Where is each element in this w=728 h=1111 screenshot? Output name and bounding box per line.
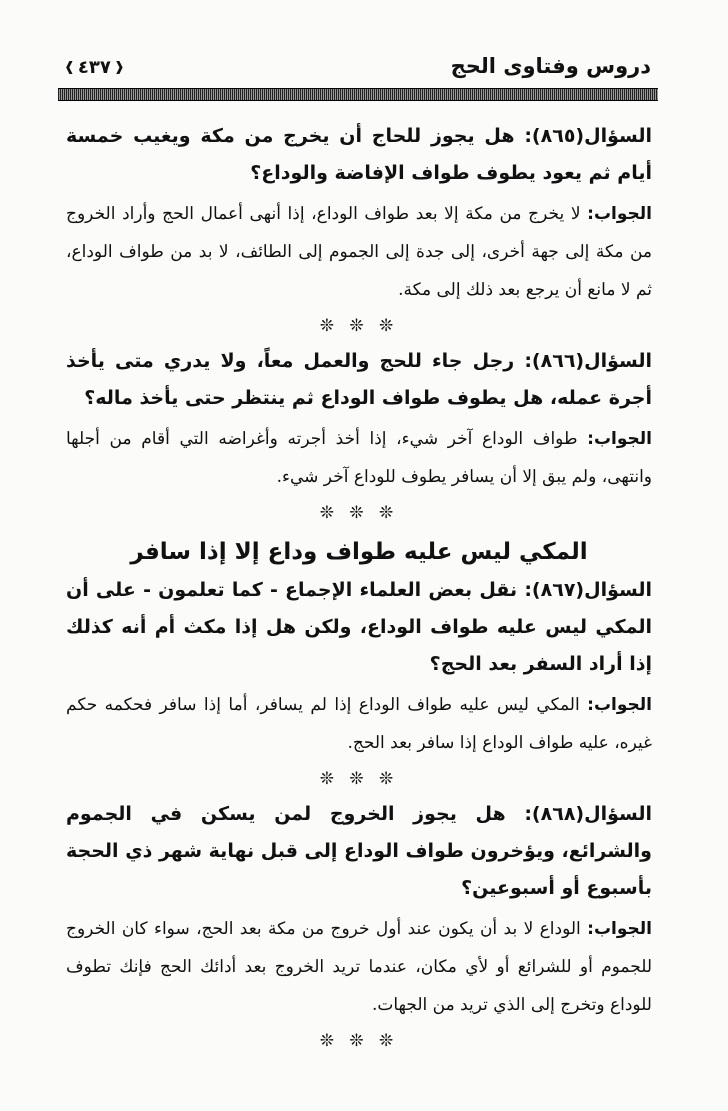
question-label: السؤال(٨٦٥):	[524, 125, 652, 147]
answer-text: المكي ليس عليه طواف الوداع إذا لم يسافر، أما إذا سافر فحكمه حكم غيره، عليه طواف الوداع إذا سافر بعد الحج.	[66, 695, 652, 753]
question-text: هل يجوز الخروج لمن يسكن في الجموم والشرائع، ويؤخرون طواف الوداع إلى قبل نهاية شهر ذي الحجة بأسبوع أو أسبوعين؟	[66, 803, 652, 899]
answer-867	[66, 686, 652, 762]
question-865	[66, 118, 652, 192]
answer-text: لا يخرج من مكة إلا بعد طواف الوداع، إذا أنهى أعمال الحج وأراد الخروج من مكة إلى جهة أخرى، إلى جدة إلى الجموم إلى الطائف، لا بد من طواف الوداع، ثم لا مانع أن يرجع بعد ذلك إلى مكة.	[66, 204, 652, 300]
answer-label: الجواب:	[587, 919, 652, 939]
answer-866	[66, 420, 652, 496]
question-label: السؤال(٨٦٨):	[524, 803, 652, 825]
page-header	[57, 52, 657, 88]
separator-stars: ❊ ❊ ❊	[319, 1031, 399, 1051]
ornament-left-icon: ❰	[64, 59, 75, 75]
running-title: دروس وفتاوى الحج	[450, 54, 651, 78]
question-label: السؤال(٨٦٦):	[524, 350, 652, 372]
answer-text: الوداع لا بد أن يكون عند أول خروج من مكة بعد الحج، سواء كان الخروج للجموم أو للشرائع أو لأي مكان، عندما تريد الخروج بعد أدائك الحج فإنك تطوف للوداع وتخرج إلى الذي تريد من الجهات.	[66, 919, 652, 1015]
question-868	[66, 796, 652, 907]
answer-label: الجواب:	[587, 429, 652, 449]
answer-865	[66, 195, 652, 309]
separator-stars: ❊ ❊ ❊	[319, 316, 399, 336]
page-body	[66, 118, 652, 1058]
separator-stars: ❊ ❊ ❊	[319, 769, 399, 789]
answer-868	[66, 910, 652, 1024]
question-label: السؤال(٨٦٧):	[524, 579, 652, 601]
separator-stars: ❊ ❊ ❊	[319, 503, 399, 523]
question-text: رجل جاء للحج والعمل معاً، ولا يدري متى يأخذ أجرة عمله، هل يطوف طواف الوداع ثم ينتظر حتى يأخذ ماله؟	[66, 350, 652, 409]
header-rule	[58, 88, 658, 101]
page-number-badge	[61, 54, 128, 80]
question-866	[66, 343, 652, 417]
page-number: ٤٣٧	[77, 56, 111, 78]
answer-label: الجواب:	[587, 204, 652, 224]
section-heading: المكي ليس عليه طواف وداع إلا إذا سافر	[130, 539, 588, 565]
answer-label: الجواب:	[587, 695, 652, 715]
question-text: نقل بعض العلماء الإجماع - كما تعلمون - على أن المكي ليس عليه طواف الوداع، ولكن هل إذا مكث أم أنه كذلك إذا أراد السفر بعد الحج؟	[66, 579, 652, 675]
answer-text: طواف الوداع آخر شيء، إذا أخذ أجرته وأغراضه التي أقام من أجلها وانتهى، ولم يبق إلا أن يسافر يطوف للوداع آخر شيء.	[66, 429, 652, 487]
question-text: هل يجوز للحاج أن يخرج من مكة ويغيب خمسة أيام ثم يعود يطوف طواف الإفاضة والوداع؟	[66, 125, 652, 184]
ornament-right-icon: ❱	[113, 59, 125, 75]
question-867	[66, 572, 652, 683]
